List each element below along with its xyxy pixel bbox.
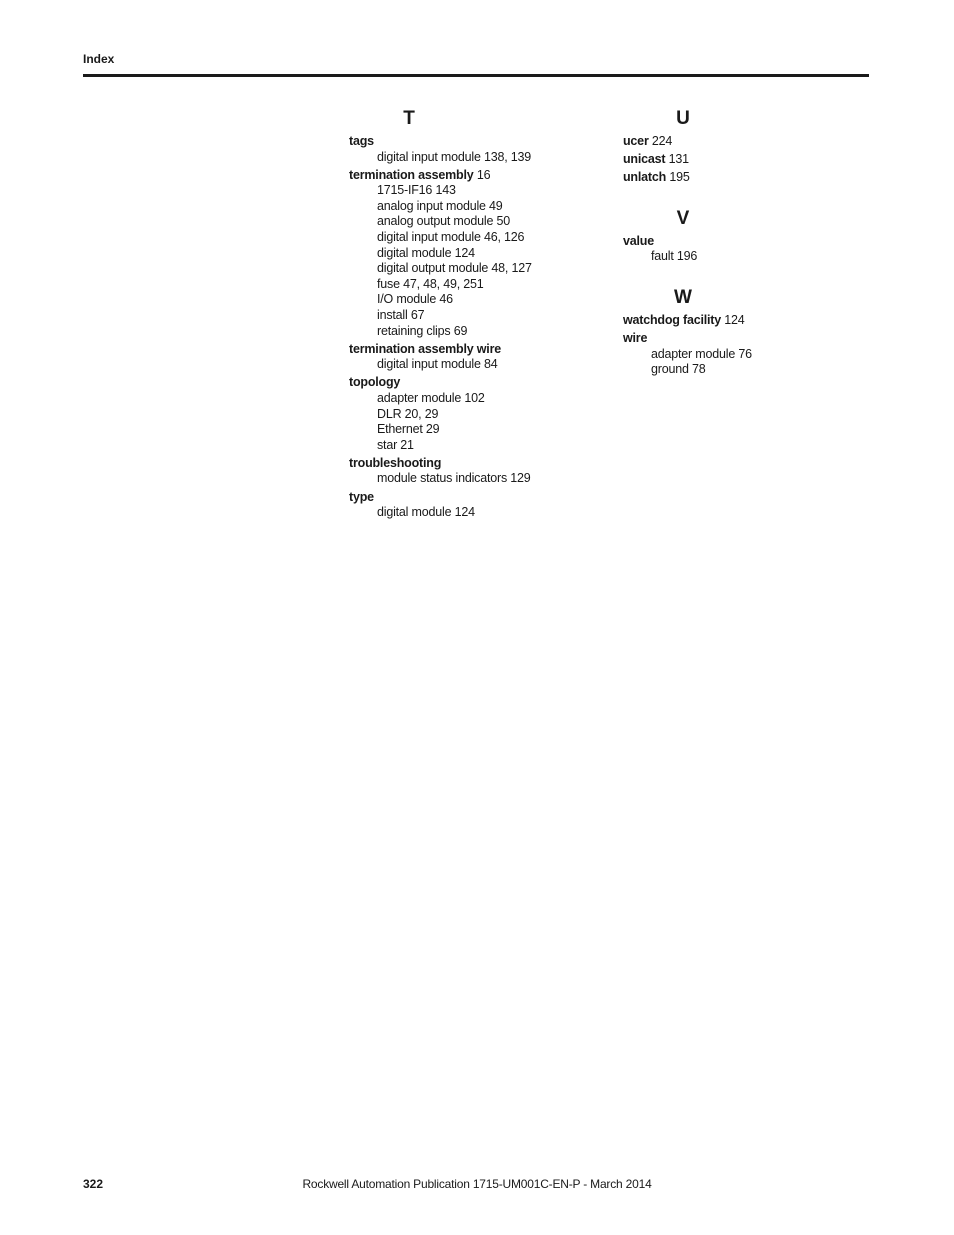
index-subentry: analog output module 50	[377, 214, 511, 229]
header-title: Index	[83, 52, 115, 66]
index-pages: 124	[724, 312, 745, 327]
index-subentry: digital module 124	[377, 245, 475, 260]
index-term: tags	[349, 134, 374, 148]
index-subentry: star 21	[377, 437, 414, 452]
index-entry	[349, 168, 569, 184]
section-letter: U	[676, 108, 690, 129]
index-entry	[349, 134, 569, 150]
index-subentry: module status indicators 129	[377, 471, 531, 486]
index-entry	[349, 342, 569, 358]
index-subentry: install 67	[377, 308, 425, 323]
index-entry	[623, 170, 843, 186]
index-entry	[349, 456, 569, 472]
index-section	[623, 208, 843, 265]
index-subentry: I/O module 46	[377, 292, 453, 307]
index-term: troubleshooting	[349, 455, 442, 470]
index-term: unicast	[623, 152, 666, 167]
publication-info: Rockwell Automation Publication 1715-UM001C-EN-P - March 2014	[302, 1177, 652, 1191]
index-section	[623, 287, 843, 378]
index-pages: 224	[651, 134, 673, 148]
section-letter: V	[676, 207, 690, 229]
index-subentry: fault 196	[651, 249, 698, 264]
index-term: termination assembly wire	[349, 341, 502, 356]
header-rule	[83, 74, 869, 77]
index-term: value	[623, 233, 654, 248]
index-entry	[623, 152, 843, 168]
index-term: wire	[623, 331, 648, 346]
index-column-left	[349, 108, 569, 521]
index-subentry: fuse 47, 48, 49, 251	[377, 276, 484, 291]
index-entry	[623, 313, 843, 329]
index-section	[349, 108, 569, 521]
section-letter: T	[403, 108, 415, 129]
section-letter: W	[674, 286, 692, 308]
index-term: termination assembly	[349, 167, 474, 182]
page-number: 322	[83, 1177, 104, 1191]
index-entry	[349, 375, 569, 391]
index-term: topology	[349, 375, 401, 390]
index-subentry: analog input module 49	[377, 198, 503, 213]
index-entry	[623, 331, 843, 347]
index-subentry: digital module 124	[377, 505, 475, 520]
index-entry	[349, 490, 569, 506]
index-pages: 16	[476, 167, 491, 182]
index-entry	[623, 234, 843, 250]
index-subentry: ground 78	[651, 362, 706, 377]
index-subentry: digital input module 84	[377, 357, 498, 372]
index-subentry: adapter module 102	[377, 391, 485, 405]
index-term: ucer	[623, 134, 649, 148]
index-term: watchdog facility	[623, 312, 722, 327]
index-subentry: DLR 20, 29	[377, 406, 439, 421]
index-entry	[623, 134, 843, 150]
index-subentry: digital input module 138, 139	[377, 149, 532, 164]
index-subentry: retaining clips 69	[377, 323, 468, 338]
index-subentry: digital input module 46, 126	[377, 230, 525, 245]
index-subentry: Ethernet 29	[377, 422, 440, 437]
index-subentry: 1715-IF16 143	[377, 183, 456, 198]
index-subentry: digital output module 48, 127	[377, 261, 532, 276]
index-term: type	[349, 489, 374, 504]
index-pages: 131	[668, 152, 689, 167]
index-subentry: adapter module 76	[651, 346, 752, 361]
index-column-right	[623, 108, 843, 378]
index-term: unlatch	[623, 170, 667, 185]
index-section	[623, 108, 843, 186]
index-pages: 195	[669, 170, 690, 185]
